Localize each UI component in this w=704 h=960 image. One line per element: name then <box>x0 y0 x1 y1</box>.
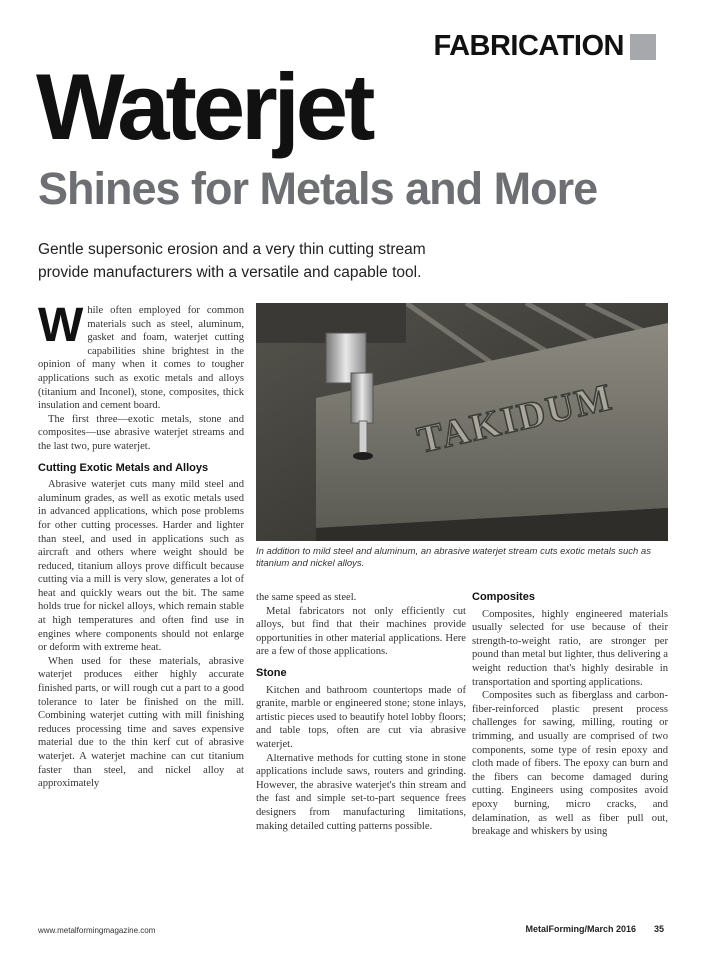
plate-engraved-text: TAKIDUM <box>413 376 618 462</box>
heading-stone: Stone <box>256 666 287 679</box>
exotic-paragraph-3: the same speed as steel. <box>256 592 357 603</box>
waterjet-photo <box>256 303 668 541</box>
footer-issue <box>525 924 664 934</box>
column-3 <box>472 591 668 839</box>
composites-paragraph-1: Composites, highly engineered materials usually selected for use because of their strength-to-weight ratio, are stronger per pound than metal but lighter, thus delivering a weight reduction that's highly desirable in transportation and sporting applications. <box>472 608 668 688</box>
article-deck: Gentle supersonic erosion and a very thin cutting stream provide manufacturers with a versatile and capable tool. <box>38 241 426 282</box>
column-2 <box>256 591 466 833</box>
footer-website: www.metalformingmagazine.com <box>38 926 156 935</box>
heading-composites: Composites <box>472 591 535 603</box>
intro-paragraph-text: hile often employed for common materials such as steel, aluminum, gasket and foam, waterjet cutting capabilities shine brightest in the opinion of many when it comes to tougher applications such as exotic metals and alloys (titanium and Inconel), stone, composites, thick insulation and cement board. <box>38 305 244 412</box>
photo-caption: In addition to mild steel and aluminum, an abrasive waterjet stream cuts exotic metals such as titanium and nickel alloys. <box>256 546 651 569</box>
heading-exotic-metals: Cutting Exotic Metals and Alloys <box>38 461 209 474</box>
section-label <box>433 30 656 63</box>
exotic-paragraph-4: Metal fabricators not only efficiently cut alloys, but find that their machines provide opportunities in other material applications. Here are a few of those applications. <box>256 605 466 658</box>
article-subtitle: Shines for Metals and More <box>38 163 598 214</box>
footer-issue-text: MetalForming/March 2016 <box>525 924 636 934</box>
section-label-text: FABRICATION <box>433 30 624 62</box>
drop-cap: W <box>38 299 84 352</box>
exotic-paragraph-2: When used for these materials, abrasive waterjet produces either highly accurate finished parts, or will rough cut a part to a good tolerance to later be finished on the mill. Combining waterjet cutting with mill finishing reduces processing time and saves expensive material due to the thin kerf cut of abrasive waterjet. A waterjet machine can cut titanium faster than steel, and nickel alloy at approximately <box>38 655 244 790</box>
waterjet-photo-illustration <box>256 303 668 541</box>
stone-paragraph-1: Kitchen and bathroom countertops made of granite, marble or engineered stone; stone inlays, artistic pieces used to beautify hotel lobby floors; and table tops, often are cut via abrasive waterjet. <box>256 684 466 750</box>
stone-paragraph-2: Alternative methods for cutting stone in stone applications include saws, routers and grinding. However, the abrasive waterjet's thin stream and the fast and simple set-to-part sequence frees designers from manufacturing limitations, making detailed cutting patterns possible. <box>256 752 466 832</box>
article-title: Waterjet <box>36 54 372 159</box>
section-label-square <box>630 34 656 60</box>
exotic-paragraph-1: Abrasive waterjet cuts many mild steel and aluminum grades, as well as exotic metals used in advanced applications, which pose problems for other cutting processes. Harder and lighter than steel, and used in applications such as aircraft and others where weight should be reduced, titanium alloys prove difficult because cutting via a mill is very slow, generates a lot of heat and quickly wears out the bit. The same holds true for nickel alloys, which remain stable at high temperatures and often find use in engines where components should not enlarge or deform with extreme heat. <box>38 479 244 654</box>
intro-paragraph-2: The first three—exotic metals, stone and composites—use abrasive waterjet streams and the last two, pure waterjet. <box>38 413 244 452</box>
column-1 <box>38 299 244 791</box>
page-number: 35 <box>653 924 664 934</box>
composites-paragraph-2: Composites such as fiberglass and carbon-fiber-reinforced plastic present process challenges for sawing, milling, routing or trimming, and usually are comprised of two components, some type of resin epoxy and cloth made of fibers. The epoxy can burn and the fibers can become damaged during cutting. Engineers using composites avoid epoxy burning, micro cracks, and delamination, as well as fiber pull out, breakage and whiskers by using <box>472 690 668 838</box>
intro-paragraph <box>38 299 244 413</box>
